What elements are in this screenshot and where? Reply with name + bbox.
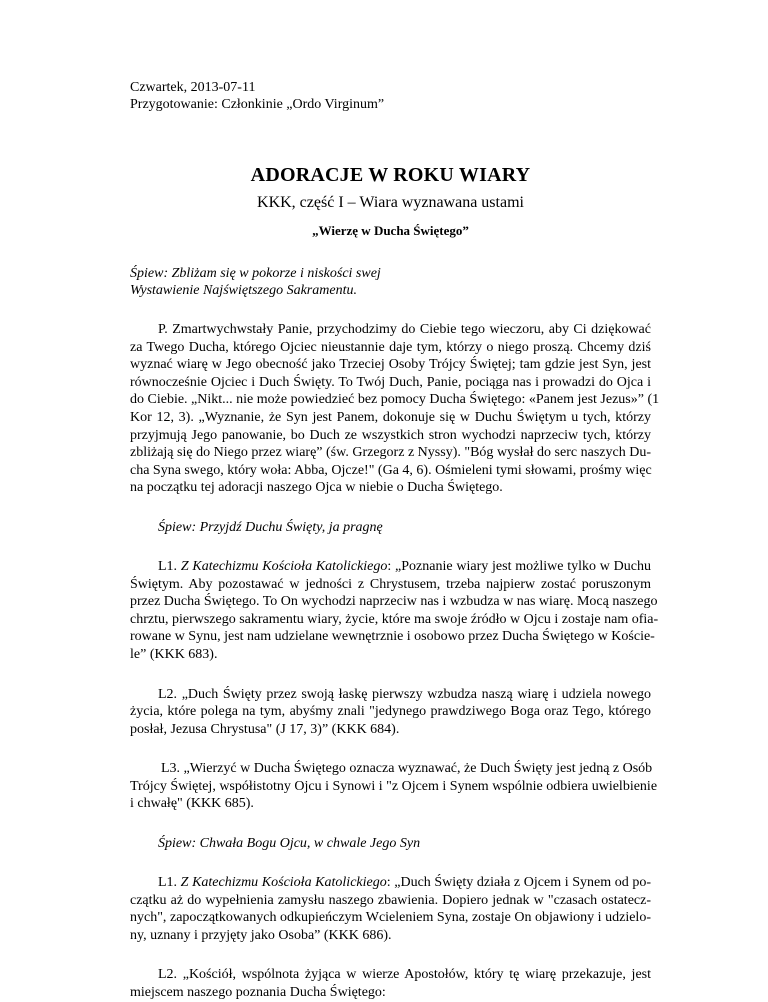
reading-l1-b xyxy=(130,874,651,944)
header-block xyxy=(130,79,651,113)
text-line: cha Syna swego, który woła: Abba, Ojcze!" (Ga 4, 6). Ośmieleni tymi słowami, prośmy więc xyxy=(130,462,652,478)
date-line: Czwartek, 2013-07-11 xyxy=(130,80,256,95)
text-line: Kor 12, 3). „Wyznanie, że Syn jest Panem, dokonuje się w Duchu Świętym u tych, którzy xyxy=(130,409,651,425)
song-1: Śpiew: Przyjdź Duchu Święty, ja pragnę xyxy=(158,519,383,535)
text-line: przez Ducha Świętego. To On wychodzi naprzeciw nas i wzbudza w nas wiarę. Mocą naszego xyxy=(130,594,658,610)
text-fragment: : „Duch Święty działa z Ojcem i Synem od po- xyxy=(386,875,651,891)
text-line: posłał, Jezusa Chrystusa" (J 17, 3)” (KKK 684). xyxy=(130,721,400,737)
text-line: za Twego Ducha, którego Ojciec nieustannie daje tym, którzy o niego proszą. Chcemy dziś xyxy=(130,339,651,355)
text-line: życia, które polega na tym, abyśmy znali "jedynego prawdziwego Boga oraz Tego, którego xyxy=(130,704,651,720)
text-line: na początku tej adoracji naszego Ojca w niebie o Ducha Świętego. xyxy=(130,480,503,496)
reader-label: L1. xyxy=(158,558,181,574)
reading-l3-a xyxy=(130,760,658,813)
text-line: zbliżają się do Niego przez wiarę” (św. Grzegorz z Nyssy). "Bóg wysłał do serc naszych Du- xyxy=(130,445,651,461)
page-title: ADORACJE W ROKU WIARY xyxy=(250,164,531,186)
text-line: le” (KKK 683). xyxy=(130,646,218,662)
opening-block xyxy=(130,265,651,299)
text-line: wyznać wiarę w Jego obecność jako Trzeciej Osoby Trójcy Świętej; tam gdzie jest Syn, jest xyxy=(130,357,651,373)
source-citation: Z Katechizmu Kościoła Katolickiego xyxy=(180,558,388,574)
text-fragment: : „Poznanie wiary jest możliwe tylko w Duchu xyxy=(387,558,651,574)
reading-l2-a xyxy=(130,686,651,739)
exposition-line: Wystawienie Najświętszego Sakramentu. xyxy=(130,283,357,298)
text-line xyxy=(130,874,651,892)
reading-l2-b xyxy=(130,966,651,1001)
text-line: nych", zapoczątkowanych odkupieńczym Wcieleniem Syna, zostaje On objawiony i udzielo- xyxy=(130,910,651,926)
document-page xyxy=(130,0,660,1002)
text-line: L2. „Duch Święty przez swoją łaskę pierwszy wzbudza naszą wiarę i udziela nowego xyxy=(158,686,651,702)
source-citation: Z Katechizmu Kościoła Katolickiego xyxy=(180,875,387,891)
topic-heading: „Wierzę w Ducha Świętego” xyxy=(312,223,469,238)
text-line: przyjmują Jego panowanie, bo Duch ze wszystkich stron wychodzi naprzeciw tych, którzy xyxy=(130,427,651,443)
priest-paragraph xyxy=(130,321,660,497)
opening-song-line: Śpiew: Zbliżam się w pokorze i niskości swej xyxy=(130,266,381,281)
song-2: Śpiew: Chwała Bogu Ojcu, w chwale Jego Syn xyxy=(158,836,421,852)
prep-line: Przygotowanie: Członkinie „Ordo Virginum” xyxy=(130,97,385,112)
text-line: równocześnie Ojciec i Duch Święty. To Twój Duch, Panie, pociąga nas i prowadzi do Ojca i xyxy=(130,374,651,390)
text-line: Trójcy Świętej, współistotny Ojcu i Synowi i "z Ojcem i Synem wspólnie odbiera uwielbienie xyxy=(130,778,658,794)
text-line: i chwałę" (KKK 685). xyxy=(130,796,254,812)
text-line: L3. „Wierzyć w Ducha Świętego oznacza wyznawać, że Duch Święty jest jedną z Osób xyxy=(161,761,653,777)
text-line: L2. „Kościół, wspólnota żyjąca w wierze Apostołów, który tę wiarę przekazuje, jest xyxy=(158,967,651,983)
text-line: Świętym. Aby pozostawać w jedności z Chrystusem, trzeba najpierw zostać poruszonym xyxy=(130,576,651,592)
text-line: chrztu, pierwszego sakramentu wiary, życie, które ma swoje źródło w Ojcu i zostaje nam ofia- xyxy=(130,611,659,627)
reading-l1-a xyxy=(130,558,659,664)
text-line: miejscem naszego poznania Ducha Świętego: xyxy=(130,985,386,1001)
text-line: rowane w Synu, jest nam udzielane wewnętrznie i osobowo przez Ducha Świętego w Koście- xyxy=(130,629,655,645)
page-subtitle: KKK, część I – Wiara wyznawana ustami xyxy=(257,194,524,211)
text-line: do Ciebie. „Nikt... nie może powiedzieć bez pomocy Ducha Świętego: «Panem jest Jezus»” (1 xyxy=(130,392,660,408)
text-line xyxy=(130,558,651,576)
text-line: czątku aż do wypełnienia zamysłu naszego zbawienia. Dopiero jednak w "czasach ostatecz- xyxy=(130,892,651,908)
text-line: P. Zmartwychwstały Panie, przychodzimy do Ciebie tego wieczoru, aby Ci dziękować xyxy=(158,322,651,337)
reader-label: L1. xyxy=(158,875,181,891)
text-line: ny, uznany i przyjęty jako Osoba” (KKK 686). xyxy=(130,927,392,943)
